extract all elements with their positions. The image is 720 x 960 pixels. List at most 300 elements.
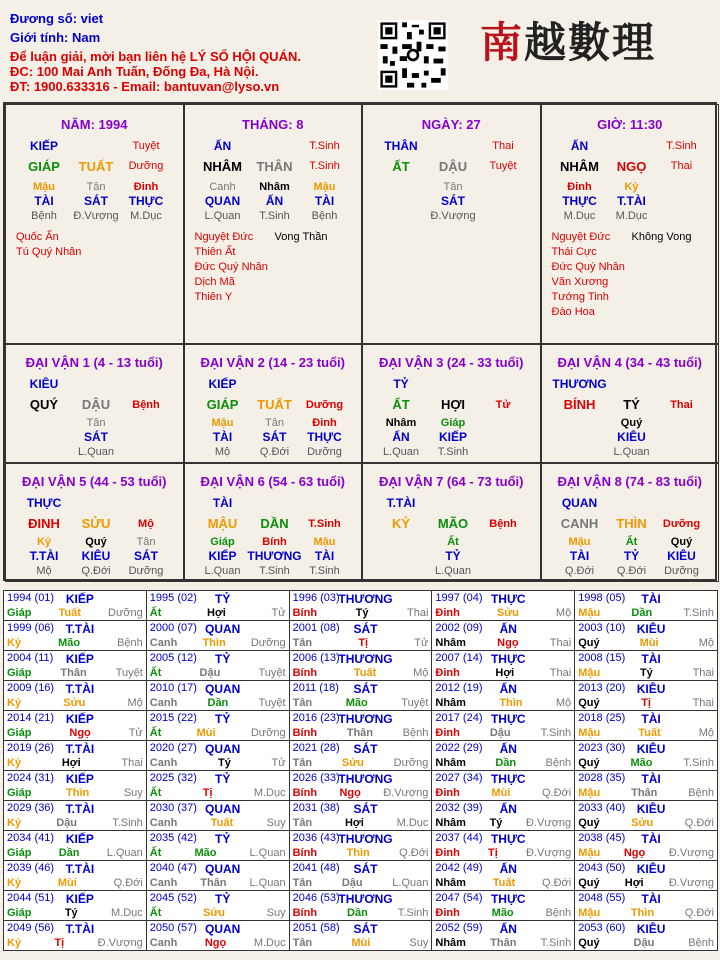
hidden-stem: Ất [447,536,459,548]
year-pillar [7,727,143,739]
year-branch: Hợi [207,607,226,619]
year-cell [146,861,289,891]
year-life-stage: Thai [692,697,714,709]
year-cell [575,621,718,651]
hidden-ten-god: T.TÀI [617,194,646,208]
year-stem: Ất [149,787,162,799]
year-ten-god: KIẾP [65,772,94,786]
year-branch: Tị [488,847,498,859]
star-item: Đào Hoa [551,306,595,318]
year-life-stage: L.Quan [249,877,286,889]
hidden-ten-god: ẤN [392,430,410,444]
year-life-stage: Thai [549,637,572,649]
year-ten-god: QUAN [205,802,241,816]
year-cell [575,741,718,771]
hidden-life-stage: M.Dục [130,210,162,222]
year-label: 2038 (45) [578,832,626,844]
year-life-stage: M.Dục [396,817,429,829]
year-pillar [578,847,714,859]
year-label: 2032 (39) [435,802,483,814]
hidden-life-stage: Dưỡng [307,446,342,458]
year-ten-god: KIÊU [636,802,666,816]
year-life-stage: T.Sinh [397,907,429,919]
pillar-title: NGÀY: 27 [421,117,481,132]
dai-van-title: ĐẠI VẬN 4 (34 - 43 tuổi) [557,355,702,370]
year-branch: Thân [60,667,87,679]
year-cell [146,711,289,741]
hidden-life-stage: T.Sinh [259,565,290,577]
year-ten-god: ẤN [499,802,517,816]
year-row [4,681,718,711]
year-branch: Thìn [66,787,90,799]
year-life-stage: Đ.Vượng [526,847,572,859]
year-pillar [578,607,714,619]
hidden-stem: Nhâm [259,181,290,193]
year-label: 2001 (08) [292,622,340,634]
year-pillar [578,727,714,739]
year-pillar [150,727,286,739]
year-ten-god: T.TÀI [65,682,95,696]
year-cell [575,651,718,681]
star-item: Nguyệt Đức [551,231,611,243]
year-branch: Thìn [630,907,655,919]
year-branch: Hợi [344,817,364,829]
year-life-stage: Dưỡng [250,727,286,739]
year-life-stage: Tuyệt [258,667,286,679]
year-stem: Canh [149,877,178,889]
dai-van-title: ĐẠI VẬN 8 (74 - 83 tuổi) [557,474,702,489]
year-pillar [150,907,286,919]
hidden-stem: Tân [86,417,106,429]
year-label: 1996 (03) [292,592,340,604]
year-stem: Tân [292,877,313,889]
year-pillar [578,877,714,889]
year-life-stage: Suy [266,907,286,919]
year-branch: Mùi [639,637,659,649]
year-row [4,771,718,801]
dai-van-ten-god: KIÊU [29,377,59,391]
year-cell [146,621,289,651]
year-cell [432,621,575,651]
year-ten-god: KIÊU [636,742,666,756]
year-stem: Mậu [578,727,601,739]
year-branch: Hợi [495,667,515,679]
year-life-stage: Đ.Vượng [668,877,714,889]
hidden-stem: Đinh [312,417,337,429]
year-ten-god: SÁT [353,862,378,876]
year-pillar [435,847,571,859]
year-cell [4,771,147,801]
life-stage-stem: Tuyệt [489,160,517,172]
hidden-life-stage: Dưỡng [664,565,699,577]
year-branch: Thân [631,787,658,799]
year-stem: Canh [149,937,178,949]
hidden-life-stage: Bệnh [311,210,338,222]
star-item: Thái Cực [551,246,597,258]
dai-van-stem: KỶ [391,516,411,531]
year-stem: Canh [149,817,178,829]
year-ten-god: SÁT [353,682,378,696]
hidden-life-stage: L.Quan [613,446,650,458]
year-stem: Giáp [7,847,32,859]
year-life-stage: Q.Đới [399,847,429,859]
year-life-stage: Thai [121,757,143,769]
year-branch: Tị [641,697,651,709]
year-life-stage: Q.Đới [684,907,714,919]
year-ten-god: TÀI [641,712,661,726]
year-cell [432,891,575,921]
year-life-stage: T.Sinh [540,727,572,739]
year-cell [289,741,432,771]
dai-van-ten-god: KIẾP [208,377,237,391]
year-pillar [435,607,571,619]
year-pillar [435,757,571,769]
hidden-life-stage: M.Dục [563,210,596,222]
year-label: 1995 (02) [149,592,197,604]
dai-van-title: ĐẠI VẬN 5 (44 - 53 tuổi) [22,474,167,489]
year-ten-god: TÀI [641,592,661,606]
year-ten-god: SÁT [353,742,378,756]
dai-van-stem: BÍNH [563,397,596,412]
phone-email-line: ĐT: 1900.633316 - Email: bantuvan@lyso.vn [10,79,280,94]
year-label: 2005 (12) [149,652,197,664]
hidden-ten-god: KIÊU [667,549,696,563]
year-stem: Ất [149,667,162,679]
star-item-secondary: Không Vong [631,231,692,243]
year-life-stage: Suy [123,787,143,799]
year-label: 2017 (24) [435,712,483,724]
year-cell [4,831,147,861]
year-branch: Tý [355,607,369,619]
year-label: 2036 (43) [292,832,340,844]
year-label: 2013 (20) [578,682,626,694]
hidden-ten-god: THƯƠNG [247,549,302,563]
year-pillar [7,757,143,769]
heavenly-stem: ẤT [392,159,410,174]
year-label: 2046 (53) [292,892,340,904]
annual-luck-table [3,590,718,951]
year-pillar [150,787,286,799]
dai-van-life-stage: Mộ [138,518,154,530]
year-ten-god: THƯƠNG [338,592,393,606]
year-life-stage: Bệnh [545,907,572,919]
year-ten-god: KIÊU [636,922,666,936]
year-ten-god: T.TÀI [65,802,95,816]
year-stem: Đinh [435,847,460,859]
year-row [4,741,718,771]
hidden-stem: Tân [443,181,463,193]
year-label: 2020 (27) [149,742,197,754]
year-pillar [435,697,571,709]
year-life-stage: Bệnh [402,727,429,739]
year-pillar [293,817,429,829]
year-stem: Nhâm [435,697,466,709]
year-label: 2031 (38) [292,802,340,814]
year-ten-god: THỰC [490,772,526,786]
year-row [4,651,718,681]
hidden-stem: Bính [262,536,287,548]
year-pillar [293,727,429,739]
year-label: 2042 (49) [435,862,483,874]
year-label: 2000 (07) [149,622,197,634]
dai-van-stem: GIÁP [206,397,239,412]
year-stem: Mậu [578,607,601,619]
year-label: 2002 (09) [435,622,483,634]
hidden-life-stage: Dưỡng [128,565,164,577]
year-label: 2030 (37) [149,802,197,814]
year-label: 2024 (31) [7,772,55,784]
year-label: 2021 (28) [292,742,340,754]
year-branch: Tuất [353,667,377,679]
dai-van-1 [5,344,184,463]
dai-van-5 [5,463,184,582]
year-ten-god: T.TÀI [65,862,95,876]
year-life-stage: Tử [128,727,143,739]
dai-van-branch: TÝ [623,397,640,412]
year-pillar [293,757,429,769]
year-pillar [293,937,429,949]
year-ten-god: TỶ [215,712,231,726]
year-label: 2027 (34) [435,772,483,784]
hidden-ten-god: SÁT [262,430,287,444]
year-branch: Sửu [203,907,226,919]
year-cell [146,921,289,951]
year-label: 2012 (19) [435,682,483,694]
year-label: 1998 (05) [578,592,626,604]
year-label: 2043 (50) [578,862,626,874]
year-cell [4,861,147,891]
year-cell [4,651,147,681]
hidden-life-stage: L.Quan [204,210,241,222]
year-branch: Mão [630,757,653,769]
year-cell [146,801,289,831]
year-label: 2010 (17) [149,682,197,694]
dai-van-life-stage: Tử [495,399,511,411]
life-stage-stem: Thai [670,160,693,172]
hidden-life-stage: Mộ [36,565,52,577]
year-pillar [578,757,714,769]
year-stem: Mậu [578,787,601,799]
hidden-ten-god: TỶ [623,549,640,563]
year-label: 2018 (25) [578,712,626,724]
year-pillar [578,817,714,829]
dai-van-7 [362,463,541,582]
year-ten-god: TỶ [215,652,231,666]
year-stem: Kỷ [7,757,22,769]
year-label: 2035 (42) [149,832,197,844]
year-cell [289,681,432,711]
year-cell [289,711,432,741]
year-life-stage: Q.Đới [541,877,572,889]
year-stem: Nhâm [435,817,466,829]
year-ten-god: KIẾP [65,592,94,606]
year-stem: Canh [149,697,178,709]
year-life-stage: Mộ [127,697,143,709]
year-cell [146,591,289,621]
year-pillar [150,667,286,679]
year-life-stage: Bệnh [117,637,143,649]
year-ten-god: THƯƠNG [338,652,393,666]
dai-van-ten-god: THỰC [26,496,62,510]
hidden-stem: Mậu [33,181,55,193]
year-cell [4,681,147,711]
year-label: 2023 (30) [578,742,626,754]
year-life-stage: Suy [409,937,429,949]
year-label: 1999 (06) [7,622,55,634]
pillar-1 [184,104,363,344]
owner-name: Đương số: viet [10,11,104,26]
year-row [4,861,718,891]
year-life-stage: Mộ [413,667,429,679]
dai-van-stem: QUÝ [29,397,59,412]
year-pillar [293,907,429,919]
year-branch: Thìn [202,637,226,649]
year-branch: Ngọ [497,637,519,649]
year-branch: Thân [490,937,517,949]
year-ten-god: TỶ [215,772,231,786]
year-label: 2016 (23) [292,712,340,724]
hidden-stem: Mậu [313,181,336,193]
life-stage-branch: T.Sinh [666,140,697,152]
year-ten-god: THỰC [490,652,526,666]
year-label: 2014 (21) [7,712,55,724]
year-cell [4,801,147,831]
dai-van-stem: CANH [560,516,599,531]
hidden-ten-god: TỶ [445,549,461,563]
hidden-ten-god: KIẾP [208,549,237,563]
year-cell [432,651,575,681]
dai-van-branch: MÃO [437,516,469,531]
year-life-stage: T.Sinh [683,607,714,619]
year-stem: Giáp [7,727,32,739]
year-life-stage: L.Quan [106,847,143,859]
hidden-stem: Kỷ [624,181,639,193]
dai-van-2 [184,344,363,463]
hidden-stem: Đinh [133,181,159,193]
year-label: 2003 (10) [578,622,626,634]
year-stem: Giáp [7,607,32,619]
year-pillar [578,937,714,949]
life-stage-branch: Tuyệt [132,140,160,152]
year-ten-god: ẤN [499,622,517,636]
year-ten-god: THỰC [490,892,526,906]
hidden-stem: Tân [136,536,156,548]
qr-code-icon[interactable] [378,20,448,90]
year-life-stage: Tử [271,757,286,769]
year-ten-god: QUAN [205,622,241,636]
year-stem: Quý [578,817,600,829]
year-pillar [293,667,429,679]
year-life-stage: Q.Đới [113,877,143,889]
ten-god-stem: ẤN [213,139,232,153]
year-branch: Mùi [351,937,371,949]
dai-van-title: ĐẠI VẬN 7 (64 - 73 tuổi) [379,474,524,489]
dai-van-6 [184,463,363,582]
year-life-stage: Đ.Vượng [383,787,429,799]
year-ten-god: ẤN [499,682,517,696]
year-pillar [293,697,429,709]
year-branch: Thìn [346,847,370,859]
year-pillar [150,607,286,619]
year-branch: Dần [207,697,229,709]
year-label: 2008 (15) [578,652,626,664]
year-label: 2034 (41) [7,832,55,844]
star-item: Dịch Mã [194,276,235,288]
hidden-stem: Nhâm [385,417,417,429]
hidden-life-stage: Q.Đới [259,446,290,458]
year-branch: Ngọ [204,937,227,949]
pillar-2 [362,104,541,344]
year-label: 2048 (55) [578,892,626,904]
year-ten-god: KIẾP [65,892,94,906]
year-stem: Quý [578,697,600,709]
year-cell [575,891,718,921]
hidden-stem: Đinh [567,181,592,193]
hidden-ten-god: T.TÀI [29,549,59,563]
year-branch: Mão [345,697,368,709]
year-label: 2006 (13) [292,652,340,664]
year-stem: Nhâm [435,937,466,949]
year-label: 2039 (46) [7,862,55,874]
year-pillar [435,787,571,799]
star-item: Đức Quý Nhân [194,261,268,273]
year-branch: Ngọ [339,787,361,799]
year-stem: Bính [292,667,318,679]
pillar-3 [541,104,720,344]
year-pillar [293,637,429,649]
year-ten-god: TÀI [641,892,661,906]
year-cell [289,861,432,891]
address-line: ĐC: 100 Mai Anh Tuấn, Đống Đa, Hà Nội. [10,64,259,79]
year-label: 2049 (56) [7,922,55,934]
year-ten-god: SÁT [353,802,378,816]
hidden-ten-god: TÀI [314,194,335,208]
year-label: 2019 (26) [7,742,55,754]
hidden-life-stage: T.Sinh [437,446,469,458]
star-item: Đức Quý Nhân [551,261,625,273]
year-row [4,621,718,651]
year-life-stage: Tuyệt [115,667,143,679]
year-cell [575,921,718,951]
year-cell [432,921,575,951]
year-branch: Dậu [56,817,78,829]
year-row [4,921,718,951]
pillars-grid [3,102,717,581]
year-branch: Tuất [638,727,661,739]
year-label: 2022 (29) [435,742,483,754]
year-stem: Bính [292,607,318,619]
year-ten-god: ẤN [499,922,517,936]
year-life-stage: Đ.Vượng [526,817,572,829]
year-branch: Dậu [199,667,221,679]
year-ten-god: KIÊU [636,862,666,876]
year-pillar [7,937,143,949]
hidden-stem: Tân [86,181,106,193]
year-label: 2026 (33) [292,772,340,784]
pillar-title: NĂM: 1994 [61,117,128,132]
year-life-stage: M.Dục [111,907,143,919]
year-ten-god: ẤN [499,742,517,756]
year-stem: Kỷ [7,937,22,949]
dai-van-ten-god: QUAN [561,496,598,510]
year-pillar [150,697,286,709]
year-stem: Tân [292,937,313,949]
year-branch: Mão [194,847,217,859]
year-pillar [7,607,143,619]
year-cell [146,741,289,771]
hidden-stem: Quý [620,417,643,429]
pillar-title: THÁNG: 8 [242,117,304,132]
